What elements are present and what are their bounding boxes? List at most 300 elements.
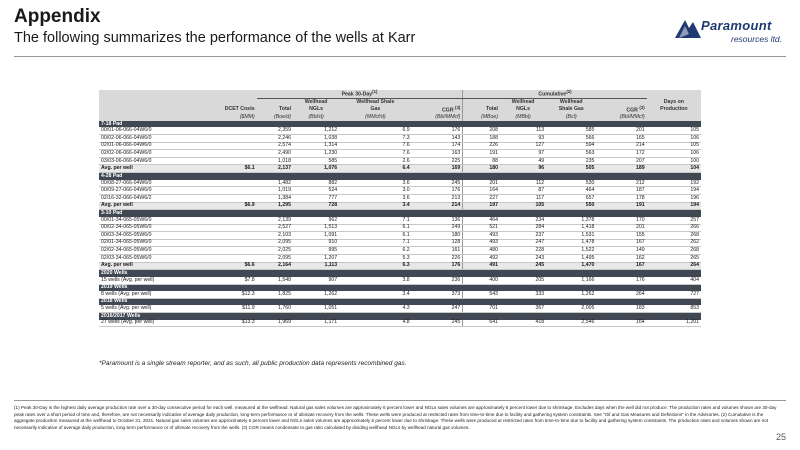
value-cell bbox=[198, 217, 257, 224]
value-cell: 265 bbox=[647, 254, 701, 262]
value-cell: 566 bbox=[546, 135, 596, 143]
value-cell: 2,359 bbox=[257, 127, 293, 134]
value-cell: 128 bbox=[412, 239, 463, 247]
value-cell: 1,522 bbox=[546, 247, 596, 255]
average-value-cell: 104 bbox=[647, 165, 701, 173]
table-row bbox=[99, 320, 701, 327]
value-cell: 521 bbox=[463, 224, 500, 232]
table-row bbox=[99, 305, 701, 312]
value-cell: 225 bbox=[412, 157, 463, 165]
value-cell: 187 bbox=[596, 187, 646, 195]
well-name-cell: 00/03-34-065-05W6/0 bbox=[99, 232, 198, 240]
value-cell: 1,825 bbox=[257, 291, 293, 298]
value-cell bbox=[198, 224, 257, 232]
value-cell: 7.6 bbox=[339, 142, 412, 150]
value-cell: 196 bbox=[647, 195, 701, 203]
average-label-cell: Avg. per well bbox=[99, 202, 198, 210]
value-cell: 176 bbox=[412, 127, 463, 134]
unit-cum-ngls: (MBbl) bbox=[500, 114, 546, 121]
average-value-cell: 176 bbox=[412, 262, 463, 270]
value-cell: 853 bbox=[647, 305, 701, 312]
average-value-cell: 6.4 bbox=[339, 165, 412, 173]
value-cell: 174 bbox=[412, 142, 463, 150]
value-cell: 247 bbox=[412, 305, 463, 312]
value-cell: 1,969 bbox=[257, 320, 293, 327]
value-cell: 227 bbox=[463, 195, 500, 203]
unit-cum-gas: (Bcf) bbox=[546, 114, 596, 121]
value-cell: 226 bbox=[412, 254, 463, 262]
value-cell: 3.0 bbox=[339, 187, 412, 195]
well-name-cell: 00/02-34-065-05W6/0 bbox=[99, 224, 198, 232]
section-header-row bbox=[99, 284, 701, 291]
value-cell: 243 bbox=[500, 254, 546, 262]
value-cell: 143 bbox=[412, 135, 463, 143]
value-cell bbox=[198, 195, 257, 203]
value-cell: 594 bbox=[546, 142, 596, 150]
value-cell: 1,418 bbox=[546, 224, 596, 232]
value-cell: 264 bbox=[596, 291, 646, 298]
value-cell: 657 bbox=[546, 195, 596, 203]
col-wellhead-shale-top: Wellhead Shale bbox=[339, 98, 412, 106]
value-cell: 1,482 bbox=[257, 180, 293, 187]
section-header-row bbox=[99, 270, 701, 277]
value-cell: 162 bbox=[596, 254, 646, 262]
col-total: Total bbox=[257, 106, 293, 114]
value-cell: 1,207 bbox=[293, 254, 339, 262]
table-row bbox=[99, 247, 701, 255]
value-cell: 910 bbox=[293, 239, 339, 247]
col-cum-cgr: CGR $^{(3)}$ bbox=[596, 106, 646, 114]
value-cell: 172 bbox=[596, 150, 646, 158]
value-cell: 113 bbox=[500, 127, 546, 134]
value-cell: 161 bbox=[412, 247, 463, 255]
well-name-cell: 02/01-34-065-05W6/0 bbox=[99, 239, 198, 247]
section-header-row bbox=[99, 298, 701, 305]
group-cumulative-header: Cumulative$^{(2)}$ bbox=[463, 90, 647, 98]
average-value-cell: 105 bbox=[500, 202, 546, 210]
table-row bbox=[99, 254, 701, 262]
unit-gas: (MMcf/d) bbox=[339, 114, 412, 121]
value-cell: 2,574 bbox=[257, 142, 293, 150]
value-cell: 183 bbox=[596, 305, 646, 312]
well-name-cell: 5 wells (Avg. per well) bbox=[99, 305, 198, 312]
value-cell bbox=[198, 150, 257, 158]
table-row bbox=[99, 135, 701, 143]
value-cell: 373 bbox=[412, 291, 463, 298]
value-cell: 155 bbox=[596, 232, 646, 240]
average-value-cell: 3.4 bbox=[339, 202, 412, 210]
value-cell: 262 bbox=[647, 239, 701, 247]
col-dcet: DCET Costs bbox=[198, 106, 257, 114]
value-cell bbox=[198, 254, 257, 262]
value-cell: 163 bbox=[412, 150, 463, 158]
value-cell: 106 bbox=[647, 135, 701, 143]
value-cell: 194 bbox=[647, 187, 701, 195]
section-label: 4-28 Pad bbox=[99, 173, 701, 180]
value-cell: 247 bbox=[500, 239, 546, 247]
value-cell: 105 bbox=[647, 142, 701, 150]
value-cell: 170 bbox=[596, 217, 646, 224]
value-cell: 1,051 bbox=[293, 305, 339, 312]
col-cgr: CGR $^{(3)}$ bbox=[412, 106, 463, 114]
well-name-cell: 02/02-34-065-05W6/0 bbox=[99, 247, 198, 255]
value-cell: 226 bbox=[463, 142, 500, 150]
value-cell: 4.8 bbox=[339, 320, 412, 327]
section-label: 2018 Wells bbox=[99, 298, 701, 305]
wells-performance-table bbox=[99, 90, 701, 327]
value-cell: 234 bbox=[500, 217, 546, 224]
value-cell: 1,171 bbox=[293, 320, 339, 327]
value-cell: 201 bbox=[596, 224, 646, 232]
value-cell: 2,025 bbox=[257, 247, 293, 255]
value-cell: 1,018 bbox=[257, 157, 293, 165]
value-cell: 1,513 bbox=[293, 224, 339, 232]
value-cell: 493 bbox=[463, 239, 500, 247]
average-value-cell: 2,137 bbox=[257, 165, 293, 173]
value-cell: 249 bbox=[412, 224, 463, 232]
value-cell: 1,230 bbox=[293, 150, 339, 158]
value-cell: 4.3 bbox=[339, 305, 412, 312]
average-value-cell: 1,295 bbox=[257, 202, 293, 210]
value-cell: 2.6 bbox=[339, 157, 412, 165]
value-cell: 1,478 bbox=[546, 239, 596, 247]
value-cell: 6.1 bbox=[339, 232, 412, 240]
value-cell bbox=[198, 142, 257, 150]
value-cell: 7.1 bbox=[339, 239, 412, 247]
value-cell: 404 bbox=[647, 277, 701, 284]
value-cell: 2,005 bbox=[546, 305, 596, 312]
value-cell: 1,091 bbox=[293, 232, 339, 240]
value-cell bbox=[198, 127, 257, 134]
value-cell: 268 bbox=[647, 247, 701, 255]
value-cell: 6.2 bbox=[339, 247, 412, 255]
value-cell: 164 bbox=[596, 320, 646, 327]
value-cell: 3.6 bbox=[339, 195, 412, 203]
value-cell: 207 bbox=[596, 157, 646, 165]
value-cell: 284 bbox=[500, 224, 546, 232]
value-cell: 117 bbox=[500, 195, 546, 203]
value-cell: 464 bbox=[546, 187, 596, 195]
average-value-cell: 180 bbox=[463, 165, 500, 173]
table-row bbox=[99, 217, 701, 224]
average-row bbox=[99, 165, 701, 173]
wells-table-body bbox=[99, 121, 701, 327]
value-cell: 188 bbox=[463, 135, 500, 143]
logo-mark-icon bbox=[673, 16, 703, 42]
logo-subtitle: resources ltd. bbox=[731, 34, 783, 44]
value-cell: 176 bbox=[412, 187, 463, 195]
value-cell: 208 bbox=[463, 127, 500, 134]
table-row bbox=[99, 291, 701, 298]
average-value-cell: $6.6 bbox=[198, 262, 257, 270]
value-cell: 1,378 bbox=[546, 217, 596, 224]
value-cell: 493 bbox=[463, 232, 500, 240]
average-value-cell: 1,113 bbox=[293, 262, 339, 270]
average-value-cell: 167 bbox=[596, 262, 646, 270]
value-cell: 106 bbox=[647, 150, 701, 158]
value-cell: 418 bbox=[500, 320, 546, 327]
value-cell: $12.3 bbox=[198, 291, 257, 298]
value-cell: 49 bbox=[500, 157, 546, 165]
average-value-cell: 197 bbox=[463, 202, 500, 210]
value-cell: 214 bbox=[596, 142, 646, 150]
average-value-cell: 728 bbox=[293, 202, 339, 210]
value-cell: 205 bbox=[500, 277, 546, 284]
value-cell: 87 bbox=[500, 187, 546, 195]
average-value-cell: 189 bbox=[596, 165, 646, 173]
table-row bbox=[99, 195, 701, 203]
value-cell: 995 bbox=[293, 247, 339, 255]
value-cell: 149 bbox=[596, 247, 646, 255]
value-cell bbox=[198, 135, 257, 143]
col-cum-gas: Shale Gas bbox=[546, 106, 596, 114]
value-cell: 105 bbox=[647, 127, 701, 134]
average-value-cell: 264 bbox=[647, 262, 701, 270]
value-cell: 1,531 bbox=[546, 232, 596, 240]
section-header-row bbox=[99, 121, 701, 128]
average-value-cell: 1,076 bbox=[293, 165, 339, 173]
value-cell: $11.9 bbox=[198, 305, 257, 312]
value-cell: 6.1 bbox=[339, 224, 412, 232]
value-cell: 585 bbox=[546, 127, 596, 134]
value-cell: 400 bbox=[463, 277, 500, 284]
col-cum-wellhead2-top: Wellhead bbox=[546, 98, 596, 106]
logo-name: Paramount bbox=[701, 18, 772, 33]
col-cum-total: Total bbox=[463, 106, 500, 114]
value-cell: 1,262 bbox=[293, 291, 339, 298]
table-row bbox=[99, 180, 701, 187]
value-cell: 228 bbox=[500, 247, 546, 255]
average-value-cell: 169 bbox=[412, 165, 463, 173]
average-label-cell: Avg. per well bbox=[99, 262, 198, 270]
section-label: 2019 Wells bbox=[99, 284, 701, 291]
value-cell: 213 bbox=[412, 195, 463, 203]
average-value-cell: 505 bbox=[546, 165, 596, 173]
well-name-cell: 03/03-06-066-04W6/0 bbox=[99, 157, 198, 165]
section-label: 2020 Wells bbox=[99, 270, 701, 277]
average-value-cell: 96 bbox=[500, 165, 546, 173]
table-row bbox=[99, 142, 701, 150]
value-cell: 563 bbox=[546, 150, 596, 158]
value-cell: 191 bbox=[463, 150, 500, 158]
value-cell: 543 bbox=[463, 291, 500, 298]
value-cell: 530 bbox=[546, 180, 596, 187]
value-cell: 3.6 bbox=[339, 180, 412, 187]
value-cell: 237 bbox=[500, 232, 546, 240]
title-rule bbox=[14, 56, 786, 57]
col-gas: Gas bbox=[339, 106, 412, 114]
average-value-cell: 194 bbox=[647, 202, 701, 210]
value-cell: 1,019 bbox=[257, 187, 293, 195]
value-cell: 167 bbox=[596, 239, 646, 247]
value-cell: 333 bbox=[500, 291, 546, 298]
value-cell: 268 bbox=[647, 232, 701, 240]
value-cell: 3.4 bbox=[339, 291, 412, 298]
value-cell: 7.3 bbox=[339, 135, 412, 143]
well-name-cell: 02/01-06-066-04W6/0 bbox=[99, 142, 198, 150]
well-name-cell: 02/02-06-066-04W6/0 bbox=[99, 150, 198, 158]
average-value-cell: 1,470 bbox=[546, 262, 596, 270]
average-value-cell: $6.9 bbox=[198, 202, 257, 210]
value-cell: 2,527 bbox=[257, 224, 293, 232]
table-row bbox=[99, 239, 701, 247]
value-cell: 2,095 bbox=[257, 239, 293, 247]
value-cell: 464 bbox=[463, 217, 500, 224]
value-cell: 127 bbox=[500, 142, 546, 150]
col-cum-ngls: NGLs bbox=[500, 106, 546, 114]
value-cell: 777 bbox=[293, 195, 339, 203]
average-value-cell: 191 bbox=[596, 202, 646, 210]
value-cell bbox=[198, 157, 257, 165]
value-cell: 88 bbox=[463, 157, 500, 165]
average-row bbox=[99, 202, 701, 210]
average-value-cell: 214 bbox=[412, 202, 463, 210]
col-days-top: Days on bbox=[647, 98, 701, 106]
value-cell: 727 bbox=[647, 291, 701, 298]
value-cell: 2,095 bbox=[257, 254, 293, 262]
value-cell: 7.1 bbox=[339, 217, 412, 224]
footnote-rule bbox=[14, 400, 786, 401]
table-row bbox=[99, 232, 701, 240]
value-cell: 176 bbox=[596, 277, 646, 284]
value-cell: 367 bbox=[500, 305, 546, 312]
table-row bbox=[99, 224, 701, 232]
value-cell: 1,314 bbox=[293, 142, 339, 150]
value-cell: 2,546 bbox=[546, 320, 596, 327]
col-wellhead-top: Wellhead bbox=[293, 98, 339, 106]
value-cell: 93 bbox=[500, 135, 546, 143]
page-number: 25 bbox=[775, 432, 786, 442]
page-subtitle: The following summarizes the performance of the wells at Karr bbox=[14, 30, 416, 46]
value-cell: 164 bbox=[463, 187, 500, 195]
value-cell: $7.8 bbox=[198, 277, 257, 284]
value-cell: 201 bbox=[596, 127, 646, 134]
company-logo bbox=[673, 14, 788, 54]
value-cell bbox=[198, 239, 257, 247]
table-row bbox=[99, 157, 701, 165]
well-name-cell: 00/01-34-065-05W6/0 bbox=[99, 217, 198, 224]
value-cell: 6.9 bbox=[339, 127, 412, 134]
value-cell: 2,246 bbox=[257, 135, 293, 143]
value-cell: 192 bbox=[647, 180, 701, 187]
value-cell: 1,166 bbox=[546, 277, 596, 284]
well-name-cell: 27 wells (Avg. per well) bbox=[99, 320, 198, 327]
average-value-cell: 245 bbox=[500, 262, 546, 270]
value-cell: 136 bbox=[412, 217, 463, 224]
value-cell: 585 bbox=[293, 157, 339, 165]
col-cum-wellhead-top: Wellhead bbox=[500, 98, 546, 106]
page-title: Appendix bbox=[14, 6, 101, 27]
value-cell: 201 bbox=[463, 180, 500, 187]
unit-cum-cgr: (Bbl/MMcf) bbox=[596, 114, 646, 121]
value-cell: 178 bbox=[596, 195, 646, 203]
table-row bbox=[99, 150, 701, 158]
value-cell: 641 bbox=[463, 320, 500, 327]
average-value-cell: 2,164 bbox=[257, 262, 293, 270]
value-cell: 1,038 bbox=[293, 135, 339, 143]
section-label: 7-18 Pad bbox=[99, 121, 701, 128]
value-cell: 245 bbox=[412, 320, 463, 327]
well-name-cell: 15 wells (Avg. per well) bbox=[99, 277, 198, 284]
average-value-cell: 6.3 bbox=[339, 262, 412, 270]
value-cell: 480 bbox=[463, 247, 500, 255]
section-label: 2016/2017 Wells bbox=[99, 312, 701, 319]
value-cell: 2,139 bbox=[257, 217, 293, 224]
average-value-cell: 491 bbox=[463, 262, 500, 270]
well-name-cell: 02/03-34-065-05W6/0 bbox=[99, 254, 198, 262]
unit-dcet: ($MM) bbox=[198, 114, 257, 121]
value-cell: 882 bbox=[293, 180, 339, 187]
section-label: 3-10 Pad bbox=[99, 210, 701, 217]
value-cell bbox=[198, 232, 257, 240]
value-cell: 1,760 bbox=[257, 305, 293, 312]
value-cell: 235 bbox=[546, 157, 596, 165]
table-row bbox=[99, 187, 701, 195]
value-cell: 1,548 bbox=[257, 277, 293, 284]
value-cell: 112 bbox=[500, 180, 546, 187]
footnotes: (1) Peak 30-Day is the highest daily average production rate over a 30-day consecutive period for each well, measured at the wellhead. Natural gas sales volumes are approximately 6 percent lower and NGLs sales volumes are approximately 6 percent lower due to shrinkage. Excludes days when the well did not produce. The production rates and volumes shown are 30-day peak rates over a short period of time and, therefore, are not necessarily indicative of average daily production, long-term performance or of ultimate recovery from the wells. These wells were produced at restricted rates from time-to-time due to facility and gathering system constraints. See "Oil and Gas Measures and Definitions" in the Advisories. (2) Cumulative is the aggregate production measured at the wellhead to October 31, 2021. Natural gas sales volumes are approximately 6 percent lower and NGLs sales volumes are approximately 6 percent lower due to shrinkage. These wells were produced at restricted rates from time-to-time due to facility and gathering system constraints. The production rates and volumes shown are not necessarily indicative of average daily production, long-term performance or of ultimate recovery from the wells. (3) CGR means condensate to gas ratio calculated by dividing wellhead NGLs by wellhead natural gas volumes. bbox=[14, 405, 777, 430]
value-cell: 236 bbox=[412, 277, 463, 284]
unit-cum-total: (MBoe) bbox=[463, 114, 500, 121]
value-cell bbox=[198, 247, 257, 255]
table-row bbox=[99, 277, 701, 284]
value-cell: 180 bbox=[412, 232, 463, 240]
value-cell bbox=[198, 180, 257, 187]
value-cell bbox=[198, 187, 257, 195]
value-cell: 100 bbox=[647, 157, 701, 165]
average-value-cell: $6.1 bbox=[198, 165, 257, 173]
average-row bbox=[99, 262, 701, 270]
value-cell: 97 bbox=[500, 150, 546, 158]
well-name-cell: 02/16-32-066-04W6/2 bbox=[99, 195, 198, 203]
value-cell: 2,490 bbox=[257, 150, 293, 158]
value-cell: 2,103 bbox=[257, 232, 293, 240]
value-cell: $13.3 bbox=[198, 320, 257, 327]
value-cell: 1,212 bbox=[293, 127, 339, 134]
well-name-cell: 00/02-06-066-04W6/0 bbox=[99, 135, 198, 143]
value-cell: 1,201 bbox=[647, 320, 701, 327]
section-header-row bbox=[99, 312, 701, 319]
table-row bbox=[99, 127, 701, 134]
value-cell: 212 bbox=[596, 180, 646, 187]
value-cell: 524 bbox=[293, 187, 339, 195]
unit-total: (Boe/d) bbox=[257, 114, 293, 121]
well-name-cell: 00/09-27-066-04W6/0 bbox=[99, 187, 198, 195]
unit-cgr: (Bbl/MMcf) bbox=[412, 114, 463, 121]
value-cell: 1,384 bbox=[257, 195, 293, 203]
value-cell: 1,262 bbox=[546, 291, 596, 298]
value-cell: 907 bbox=[293, 277, 339, 284]
value-cell: 492 bbox=[463, 254, 500, 262]
value-cell: 5.3 bbox=[339, 254, 412, 262]
value-cell: 7.6 bbox=[339, 150, 412, 158]
value-cell: 3.8 bbox=[339, 277, 412, 284]
section-header-row bbox=[99, 173, 701, 180]
value-cell: 165 bbox=[596, 135, 646, 143]
average-value-cell: 550 bbox=[546, 202, 596, 210]
value-cell: 266 bbox=[647, 224, 701, 232]
value-cell: 1,495 bbox=[546, 254, 596, 262]
col-days-bottom: Production bbox=[647, 106, 701, 114]
value-cell: 962 bbox=[293, 217, 339, 224]
average-label-cell: Avg. per well bbox=[99, 165, 198, 173]
unit-ngls: (Bbl/d) bbox=[293, 114, 339, 121]
group-peak-header: Peak 30-Day$^{(1)}$ bbox=[257, 90, 463, 98]
well-name-cell: 00/01-06-066-04W6/0 bbox=[99, 127, 198, 134]
section-header-row bbox=[99, 210, 701, 217]
col-ngls: NGLs bbox=[293, 106, 339, 114]
stream-reporter-note: *Paramount is a single stream reporter, and as such, all public production data represents recombined gas. bbox=[99, 360, 407, 367]
